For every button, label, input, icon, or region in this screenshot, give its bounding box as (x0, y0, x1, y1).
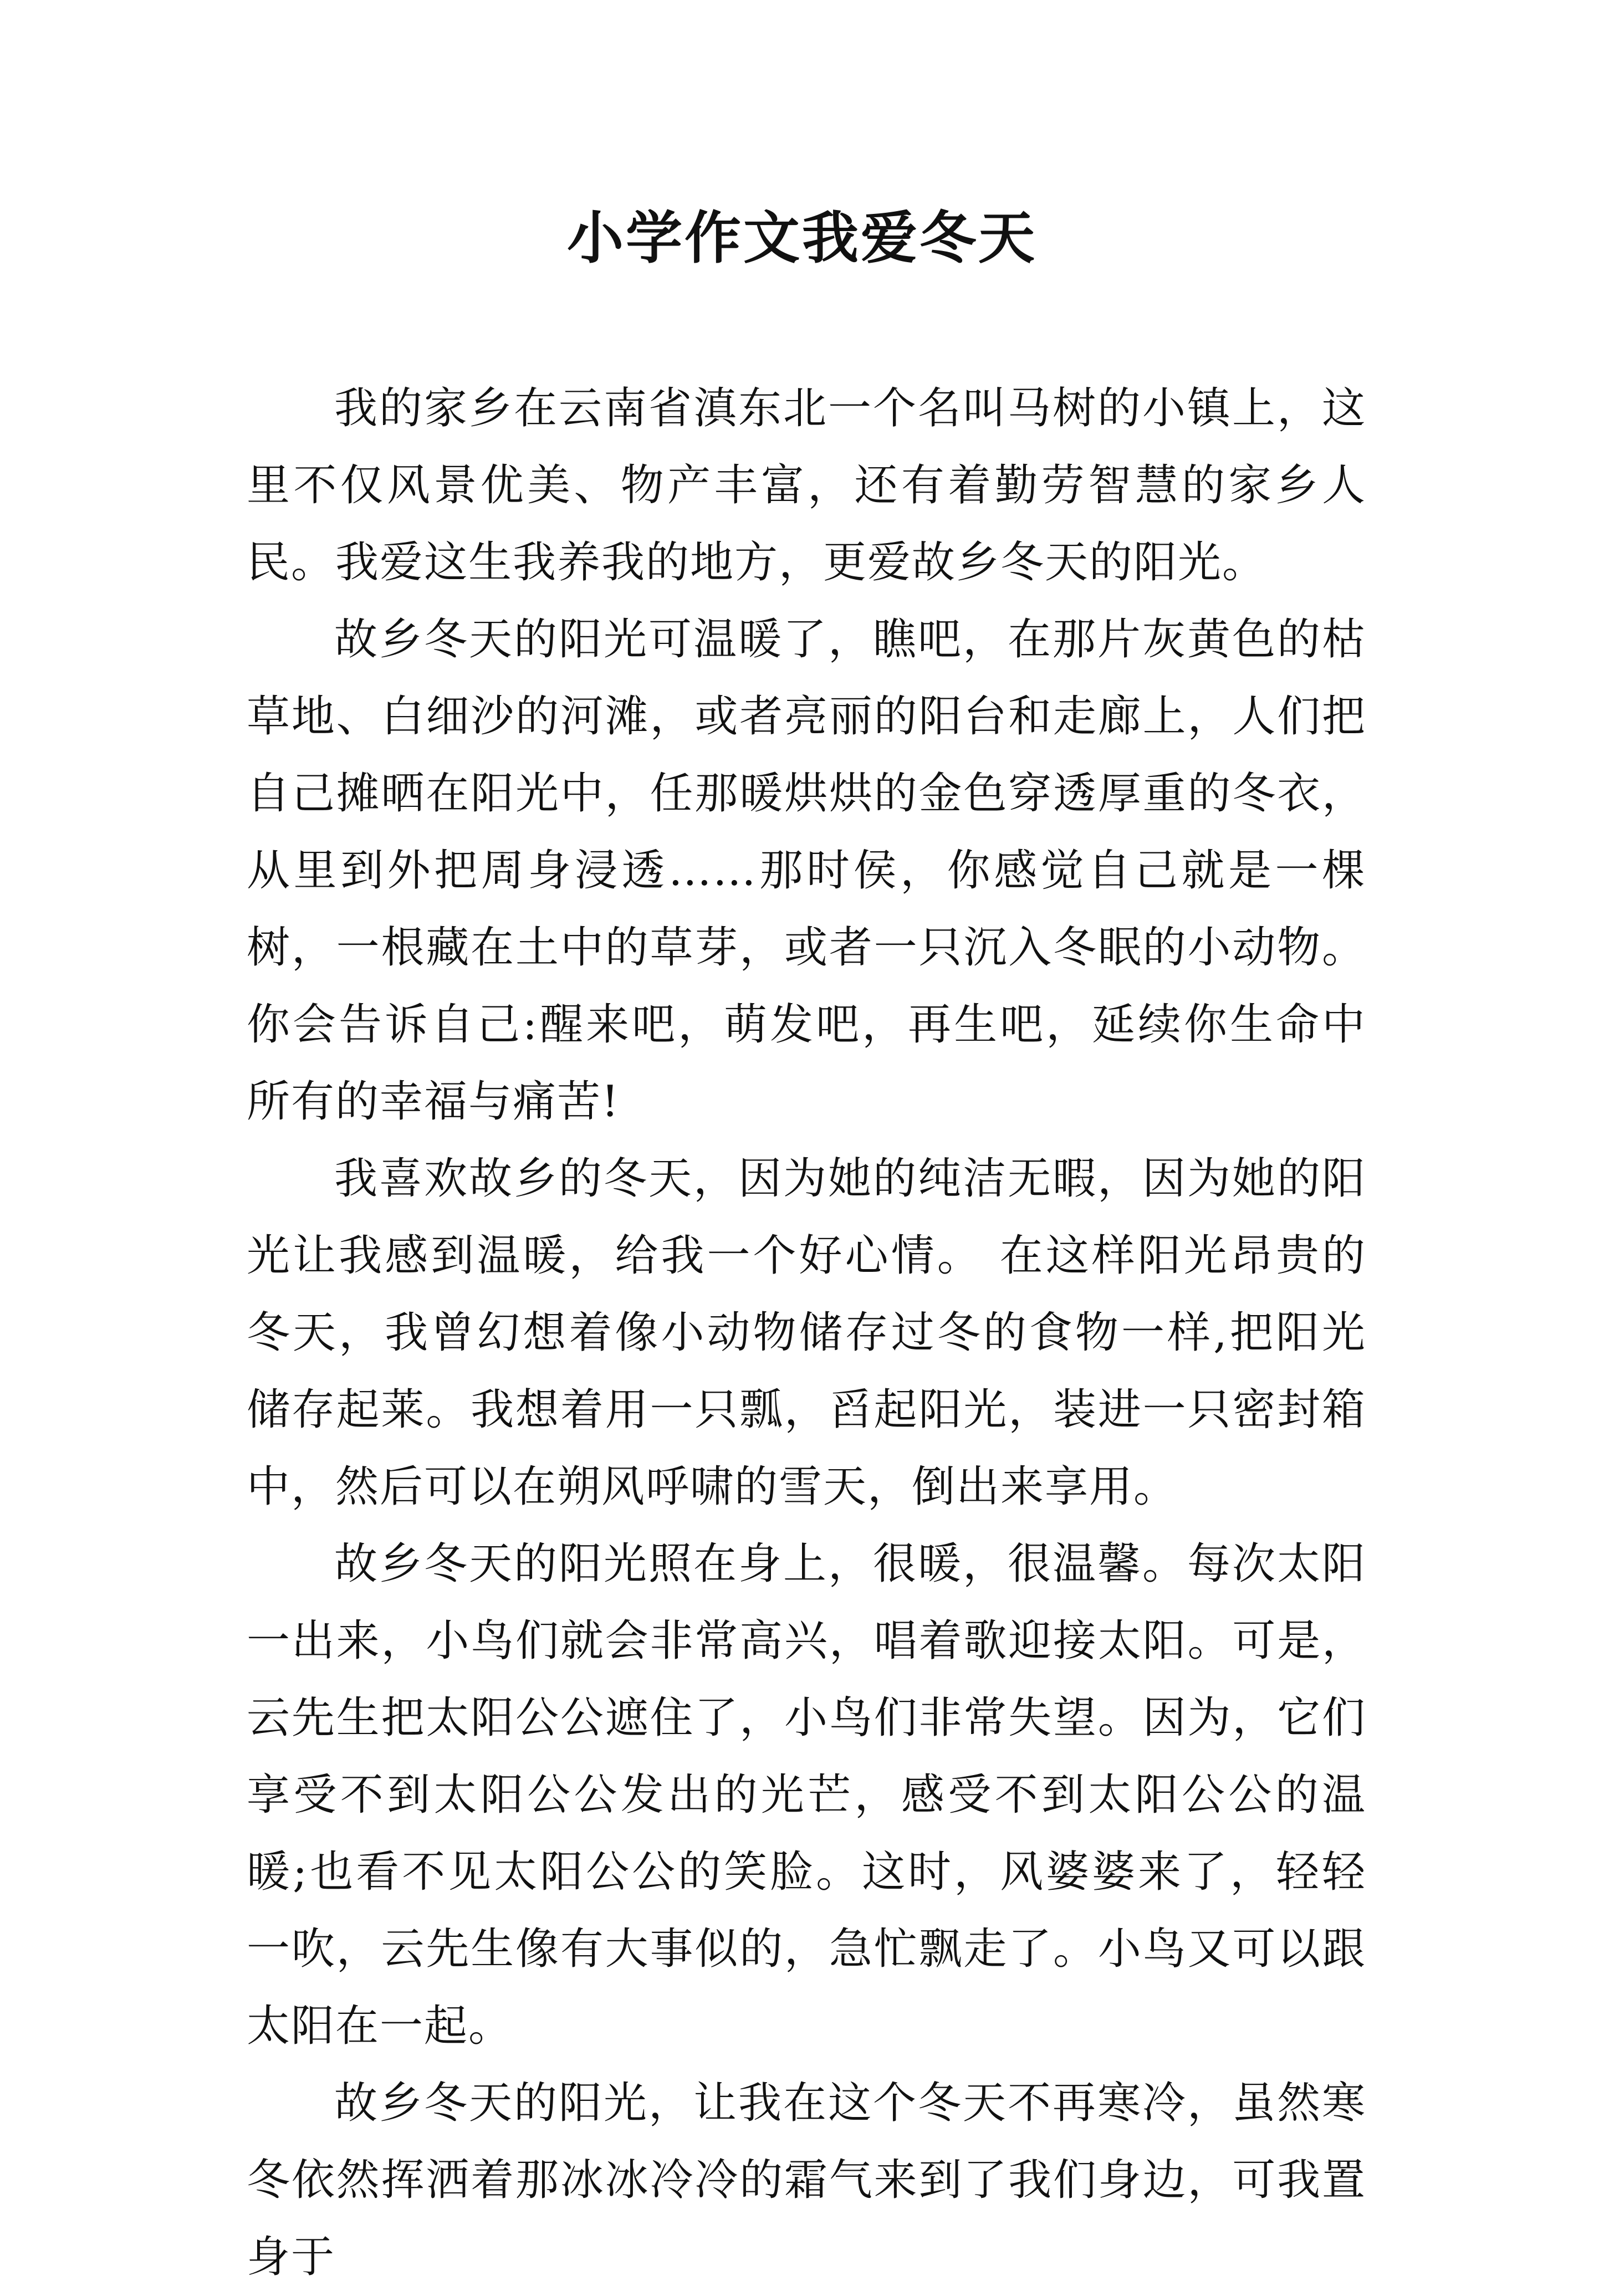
paragraph-2: 故乡冬天的阳光可温暖了，瞧吧，在那片灰黄色的枯草地、白细沙的河滩，或者亮丽的阳台和走廊上，人们把自己摊晒在阳光中，任那暖烘烘的金色穿透厚重的冬衣，从里到外把周身浸透……那时侯，你感觉自己就是一棵树，一根藏在土中的草芽，或者一只沉入冬眠的小动物。你会告诉自己:醒来吧，萌发吧，再生吧，延续你生命中所有的幸福与痛苦! (247, 615, 1366, 1127)
paragraph-3: 我喜欢故乡的冬天，因为她的纯洁无暇，因为她的阳光让我感到温暖，给我一个好心情。 在这样阳光昂贵的冬天，我曾幻想着像小动物储存过冬的食物一样,把阳光储存起莱。我想着用一只瓢，舀起阳光，装进一只密封箱中，然后可以在朔风呼啸的雪天，倒出来享用。 (247, 1154, 1366, 1512)
paragraph-1: 我的家乡在云南省滇东北一个名叫马树的小镇上，这里不仅风景优美、物产丰富，还有着勤劳智慧的家乡人民。我爱这生我养我的地方，更爱故乡冬天的阳光。 (247, 383, 1366, 587)
document-title: 小学作文我爱冬天 (567, 205, 1037, 272)
document-body (247, 370, 1366, 2296)
paragraph-4: 故乡冬天的阳光照在身上，很暖，很温馨。每次太阳一出来，小鸟们就会非常高兴，唱着歌迎接太阳。可是，云先生把太阳公公遮住了，小鸟们非常失望。因为，它们享受不到太阳公公发出的光芒，感受不到太阳公公的温暖;也看不见太阳公公的笑脸。这时，风婆婆来了，轻轻一吹，云先生像有大事似的，急忙飘走了。小鸟又可以跟太阳在一起。 (247, 1539, 1366, 2051)
paragraph-5: 故乡冬天的阳光，让我在这个冬天不再寒冷，虽然寒冬依然挥洒着那冰冰冷冷的霜气来到了我们身边，可我置身于 (247, 2078, 1366, 2282)
